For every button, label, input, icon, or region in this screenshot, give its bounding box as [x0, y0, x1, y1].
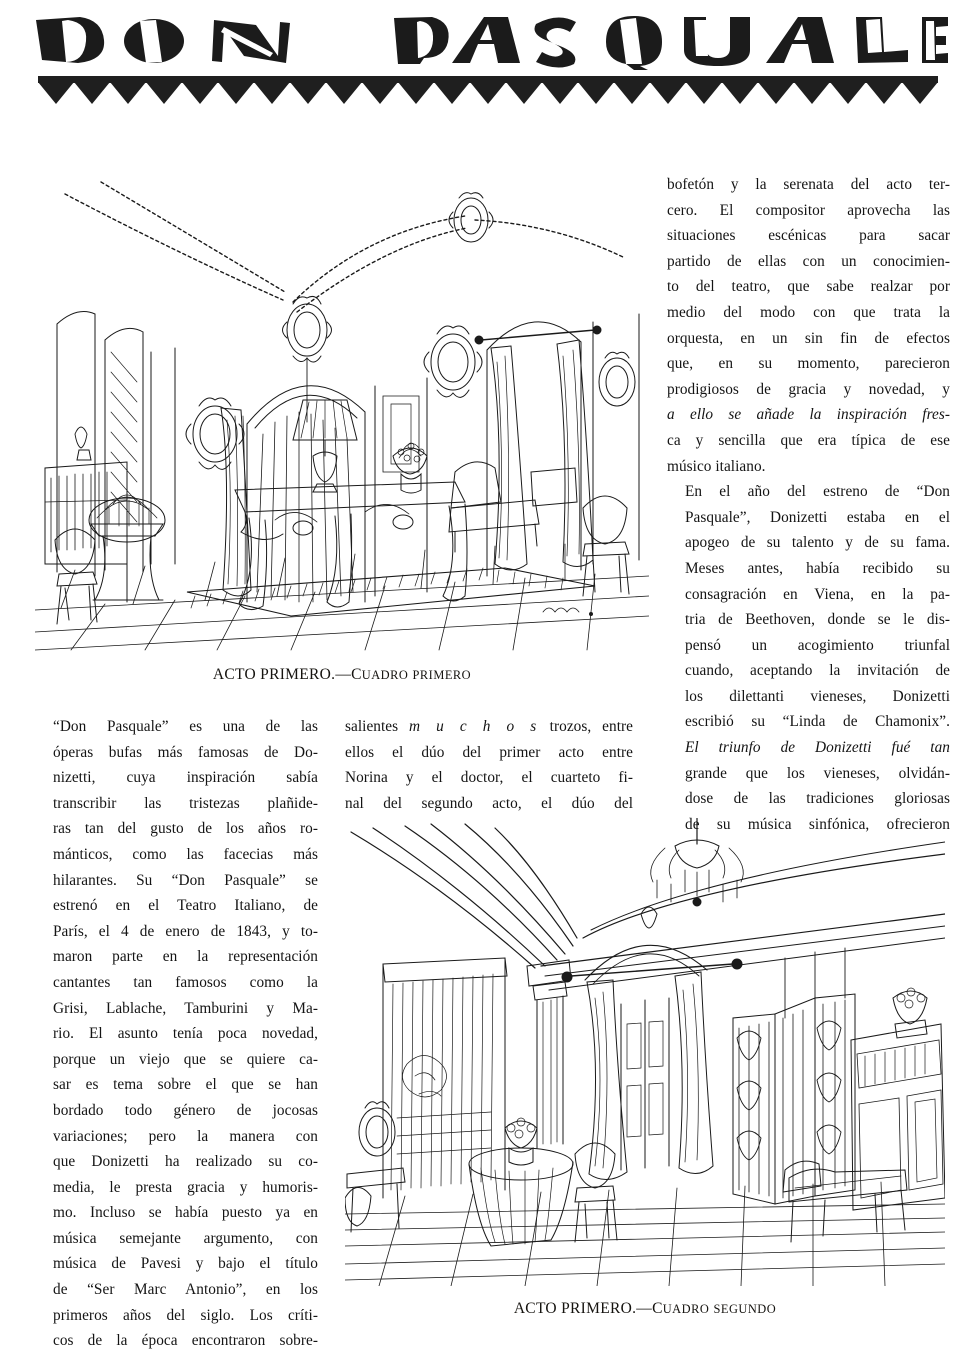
text-line: París, el 4 de enero de 1843, y to-: [53, 922, 318, 940]
caption-cuadro-initial: C: [351, 666, 362, 683]
text-line: rio. El asunto tenía poca novedad,: [53, 1025, 318, 1043]
text-line: tria de Beethoven, donde se le dis-: [685, 611, 950, 629]
text-line-italic: a ello se añade la inspiración fres-: [667, 406, 950, 424]
paragraph-right-two: [667, 479, 950, 837]
text-line: situaciones escénicas para sacar: [667, 227, 950, 245]
text-line: porque un viejo que se quiere ca-: [53, 1050, 318, 1068]
text-line: prodigiosos de gracia y novedad, y: [667, 380, 950, 398]
text-line: primeros años del siglo. Los críti-: [53, 1306, 318, 1324]
caption-cuadro-rest: UADRO: [361, 668, 409, 682]
text-line: pensó un acogimiento triunfal: [685, 636, 950, 654]
text-line: nizetti, cuya inspiración sabía: [53, 769, 318, 787]
figure-acto-primero-cuadro-segundo: [345, 818, 945, 1286]
caption-act: ACTO PRIMERO.—: [212, 666, 352, 683]
paragraph-left: [35, 714, 318, 1354]
text-line: estrenó en el Teatro Italiano, de: [53, 897, 318, 915]
text-line: maron parte en la representación: [53, 948, 318, 966]
text-run: trozos, entre: [538, 718, 633, 735]
text-run: salientes: [345, 718, 410, 735]
paragraph-middle: [345, 714, 633, 816]
text-line: mánticos, como las facecias más: [53, 845, 318, 863]
body-text-column-left: [35, 714, 318, 1354]
text-line: transcribir las tristezas plañide-: [53, 794, 318, 812]
zigzag-rule-ornament: [38, 76, 938, 106]
text-line: cos de la época encontraron sobre-: [53, 1332, 318, 1350]
text-line: nal del segundo acto, el dúo del: [345, 794, 633, 812]
text-line: bordado todo género de jocosas: [53, 1101, 318, 1119]
text-line: En el año del estreno de “Don: [685, 483, 950, 501]
text-line: hilarantes. Su “Don Pasquale” se: [53, 871, 318, 889]
text-line: Meses antes, había recibido su: [685, 559, 950, 577]
text-line: escribió su “Linda de Chamonix”.: [685, 713, 950, 731]
text-line: medio del modo con que trata la: [667, 303, 950, 321]
text-line: apogeo de su talento y de su fama.: [685, 534, 950, 552]
text-line: que Donizetti ha realizado su co-: [53, 1153, 318, 1171]
text-line: bofetón y la serenata del acto ter-: [667, 176, 950, 193]
masthead: [0, 0, 976, 120]
text-line: media, le presta gracia y humoris-: [53, 1178, 318, 1196]
text-line: dose de las tradiciones gloriosas: [685, 790, 950, 808]
text-line: to del teatro, que sabe realzar por: [667, 278, 950, 296]
text-line-italic: El triunfo de Donizetti fué tan: [685, 739, 950, 757]
text-line: los dilettanti vieneses, Donizetti: [685, 687, 950, 705]
text-line: cuando, aceptando la invitación de: [685, 662, 950, 680]
text-line: de “Ser Marc Antonio”, en los: [53, 1281, 318, 1299]
text-line: consagración en Viena, en la pa-: [685, 585, 950, 603]
text-line: que, en su momento, parecieron: [667, 355, 950, 373]
text-line: Grisi, Lablache, Tamburini y Ma-: [53, 999, 318, 1017]
caption-cuadro-number: PRIMERO: [412, 668, 472, 682]
text-line: de su música sinfónica, ofrecieron: [685, 815, 950, 833]
text-line: orquesta, en un sin fin de efectos: [667, 329, 950, 347]
body-text-column-middle: [345, 714, 633, 816]
caption-cuadro-number: SEGUNDO: [713, 1302, 777, 1316]
text-line-with-emphasis: [345, 714, 633, 740]
figure-two-caption: [345, 1300, 945, 1318]
text-line: mo. Incluso se había puesto ya en: [53, 1204, 318, 1222]
text-line: grande que los vieneses, olvidán-: [685, 764, 950, 782]
text-line: cero. El compositor aprovecha las: [667, 201, 950, 219]
text-line: partido de ellas con un conocimien-: [667, 252, 950, 270]
caption-cuadro-rest: UADRO: [662, 1302, 710, 1316]
text-line: sar es tema sobre el que se han: [53, 1076, 318, 1094]
caption-cuadro-initial: C: [652, 1300, 663, 1317]
figure-acto-primero-cuadro-primero: [35, 172, 649, 652]
text-line: cantantes tan famosos como la: [53, 973, 318, 991]
text-line: músico italiano.: [667, 457, 766, 475]
text-line: ras tan del gusto de los años ro-: [53, 820, 318, 838]
text-line: ellos el dúo del primer acto entre: [345, 743, 633, 761]
text-line: música semejante argumento, con: [53, 1229, 318, 1247]
text-line: Norina y el doctor, el cuarteto fi-: [345, 769, 633, 787]
text-line: “Don Pasquale” es una de las: [53, 718, 318, 735]
caption-act: ACTO PRIMERO.—: [513, 1300, 653, 1317]
paragraph-right-one: [667, 172, 950, 479]
text-line: música de Pavesi y bajo el título: [53, 1255, 318, 1273]
text-line: Pasquale”, Donizetti estaba en el: [685, 508, 950, 526]
title-logotype: [28, 8, 948, 70]
emphasised-word: m u c h o s: [409, 718, 539, 735]
text-line: variaciones; pero la manera con: [53, 1127, 318, 1145]
text-line: óperas bufas más famosas de Do-: [53, 743, 318, 761]
figure-one-caption: [35, 666, 649, 684]
body-text-column-right: [667, 172, 950, 837]
text-line: ca y sencilla que era típica de ese: [667, 431, 950, 449]
